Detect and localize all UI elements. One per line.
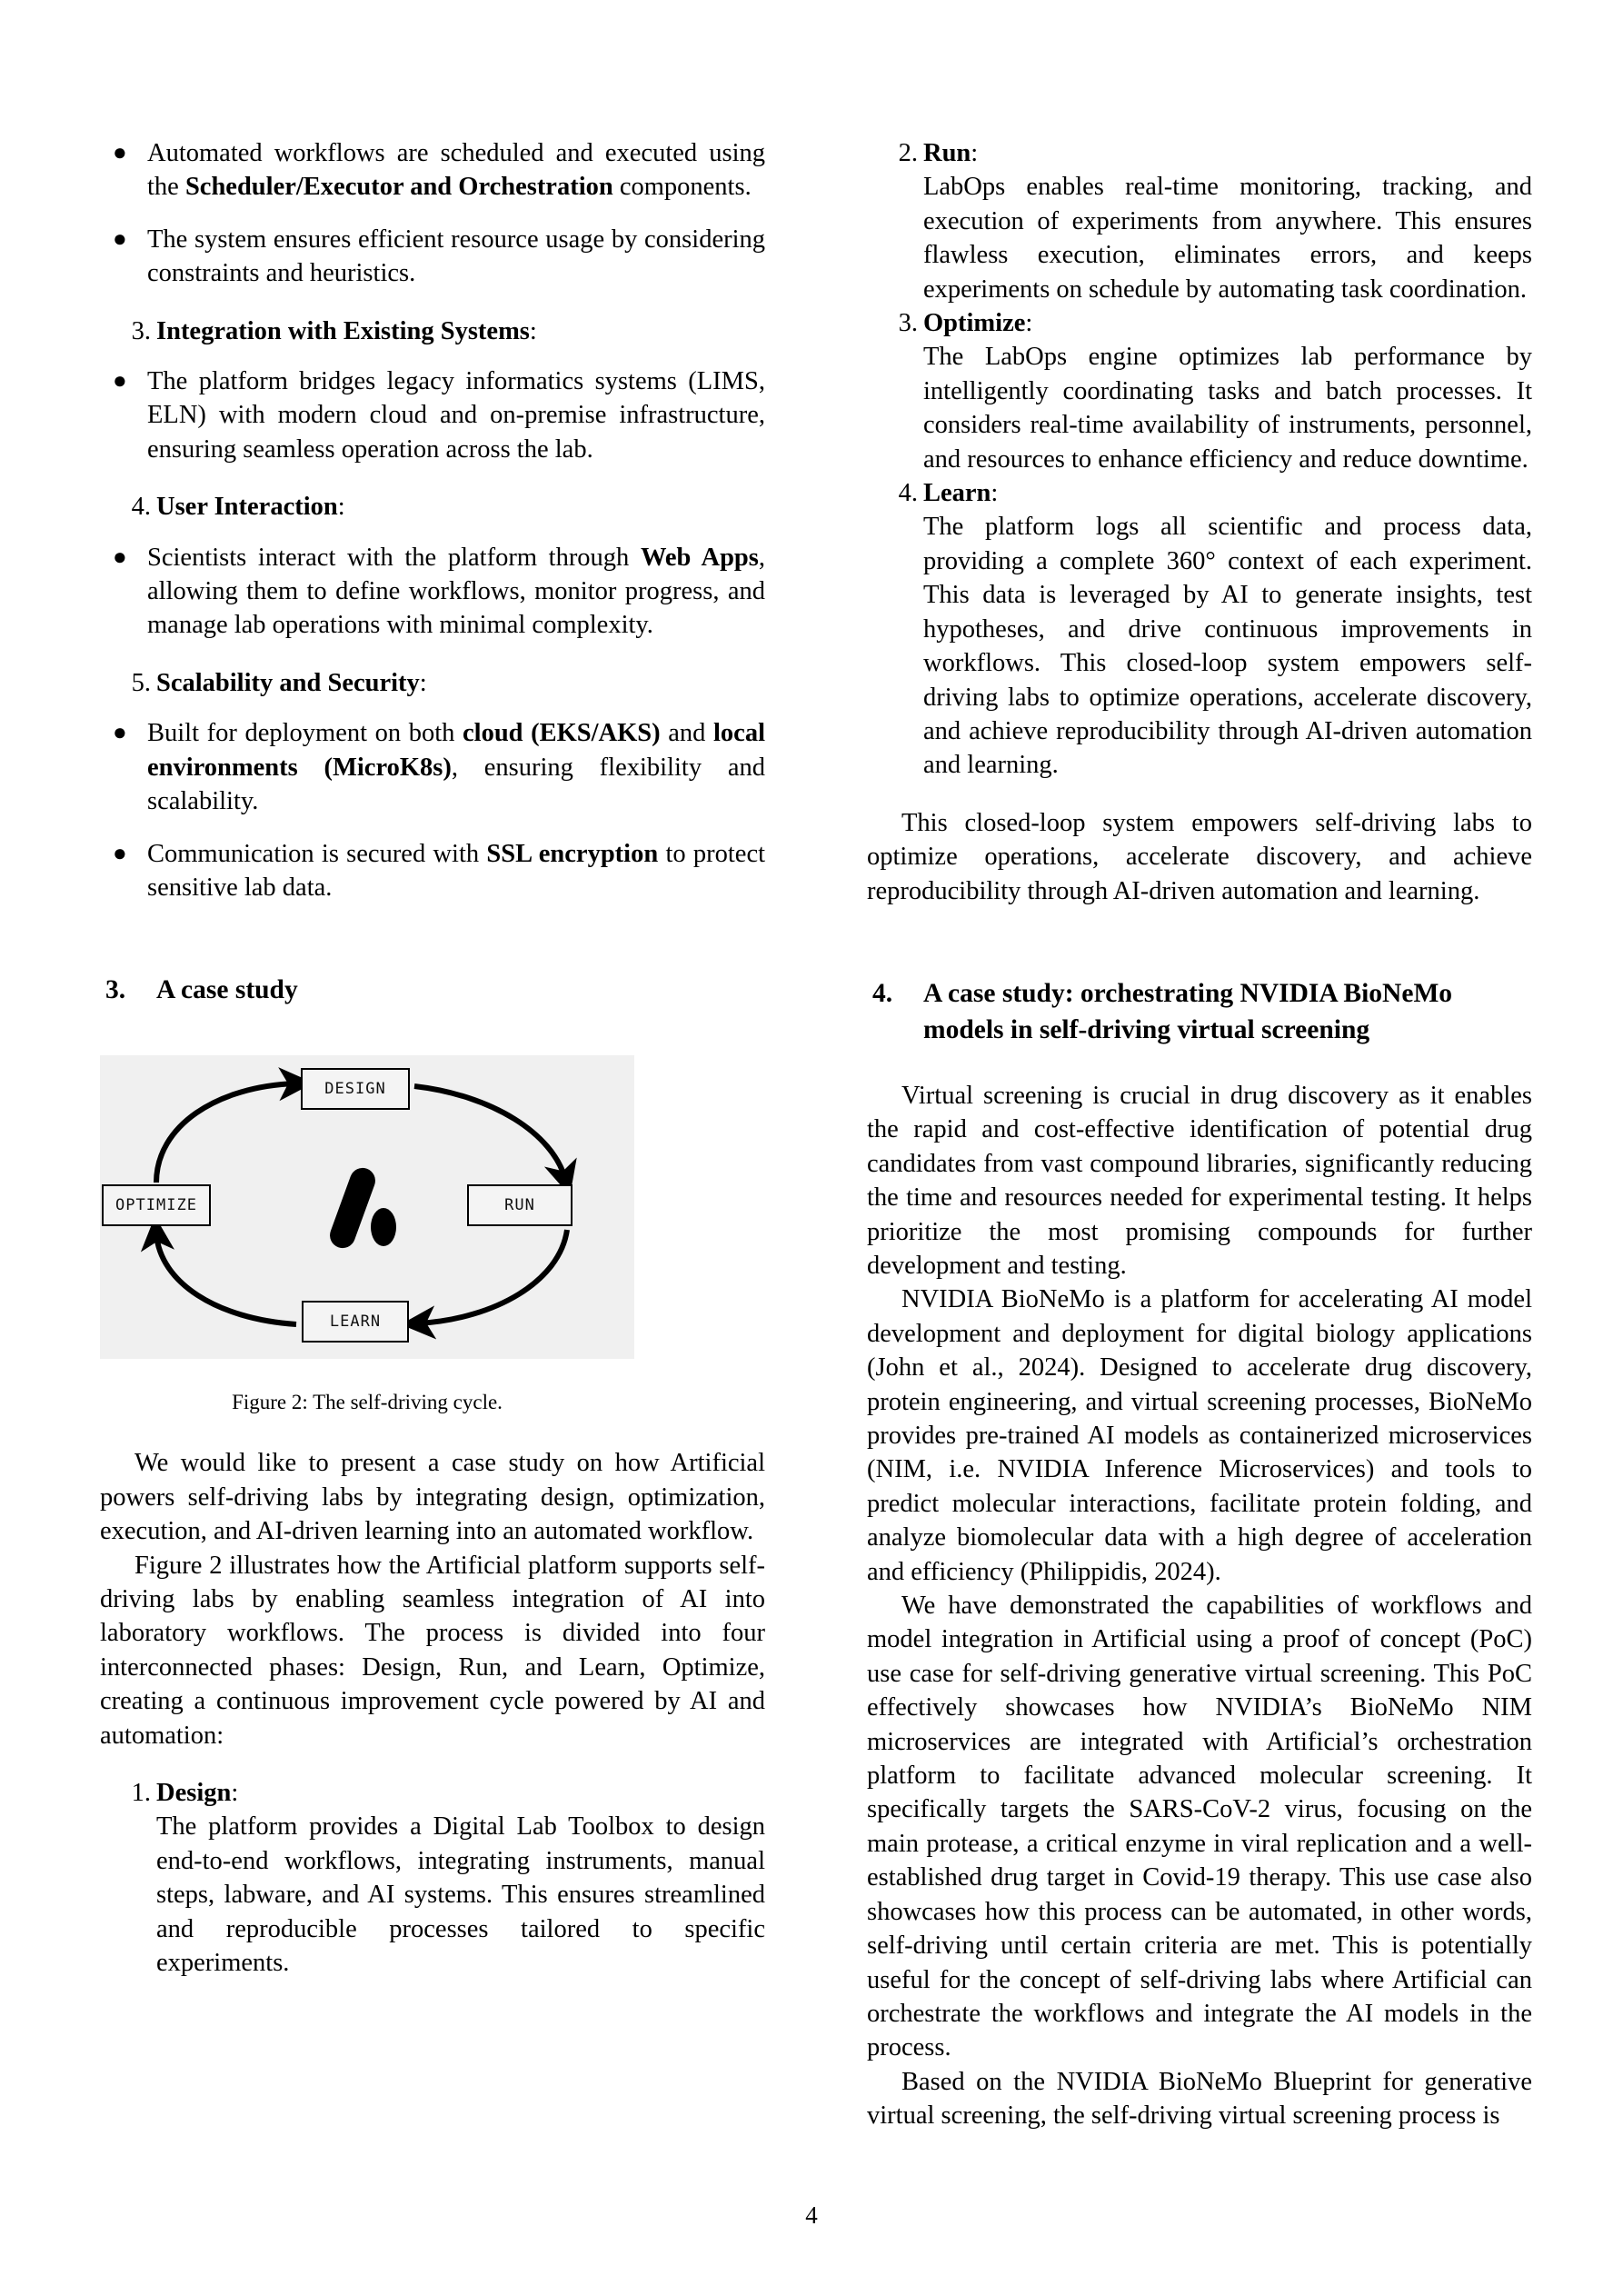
- list-item: [100, 490, 765, 524]
- paragraph-virtual-screening: Virtual screening is crucial in drug discovery as it enables the rapid and cost-effective identification of potential drug candidates from vast compound libraries, significantly reducing the time and resources needed for experimental testing. It helps prioritize the most promising compounds for further development and testing.: [867, 1081, 1532, 1280]
- list-item: [100, 364, 765, 466]
- figure-caption: Figure 2: The self-driving cycle.: [232, 1391, 503, 1414]
- cycle-node-label: OPTIMIZE: [115, 1196, 197, 1215]
- bullet-text: The system ensures efficient resource usage by considering constraints and heuristics.: [147, 225, 765, 288]
- item-body-text: The platform logs all scientific and process data, providing a complete 360° context of each experiment. This data is leveraged by AI to generate insights, test hypotheses, and drive continuous improvements in workflows. This closed-loop system empowers self-driving labs to optimize operations, accelerate discovery, and achieve reproducibility through AI-driven automation and learning.: [923, 513, 1532, 780]
- item-colon: :: [991, 479, 999, 508]
- item-body-text: LabOps enables real-time monitoring, tracking, and execution of experiments from anywhere. This ensures flawless execution, eliminates errors, and keeps experiments on schedule by automating task coordination.: [923, 173, 1532, 304]
- item-body-text: The platform provides a Digital Lab Toolbox to design end-to-end workflows, integrating instruments, manual steps, labware, and AI systems. This ensures streamlined and reproducible processes tailored to specific experiments.: [156, 1812, 765, 1977]
- cycle-node-label: DESIGN: [324, 1080, 386, 1099]
- list-item: [100, 1776, 765, 1980]
- bullet-dot-icon: ●: [113, 719, 127, 746]
- bullet-list-scalability: [100, 716, 765, 904]
- item-colon: :: [231, 1778, 239, 1807]
- bullet-text-post: , allowing them to define workflows, monitor progress, and manage lab operations with minimal complexity.: [147, 543, 766, 640]
- bullet-text-post: components.: [612, 173, 752, 202]
- item-number: 4.: [131, 493, 151, 522]
- bullet-dot-icon: ●: [113, 543, 127, 570]
- enumerated-list-item-3: [100, 314, 765, 348]
- bullet-text-pre: Automated workflows are scheduled and executed using the: [147, 139, 765, 202]
- item-heading: Learn: [923, 479, 991, 508]
- bullet-text-bold: Web Apps: [640, 543, 759, 572]
- section-number: 4.: [872, 978, 893, 1008]
- bullet-dot-icon: ●: [113, 225, 127, 252]
- item-heading: Run: [923, 139, 971, 167]
- cycle-node-design: [301, 1068, 410, 1110]
- arrow-learn-to-optimize: [156, 1233, 296, 1324]
- item-heading: Integration with Existing Systems: [156, 316, 530, 345]
- page-number: 4: [805, 2201, 818, 2229]
- item-heading: Design: [156, 1778, 232, 1807]
- bullet-dot-icon: ●: [113, 367, 127, 394]
- paragraph-poc-demo: We have demonstrated the capabilities of workflows and model integration in Artificial using a proof of concept (PoC) use case for self-driving generative virtual screening. This PoC effectively showcases how NVIDIA’s BioNeMo NIM microservices are integrated with Artificial’s orchestration platform to facilitate advanced molecular screening. It specifically targets the SARS-CoV-2 virus, focusing on the main protease, a critical enzyme in viral replication and a well-established drug target in Covid-19 therapy. This use case also showcases how this process can be automated, in other words, self-driving until certain criteria are met. This is potentially useful for the concept of self-driving labs where Artificial can orchestrate the workflows and integrate the AI models in the process.: [867, 1592, 1532, 2062]
- item-heading: Optimize: [923, 309, 1026, 338]
- enumerated-list-phases: [867, 136, 1532, 783]
- list-item: [100, 837, 765, 905]
- list-item: [100, 541, 765, 643]
- cycle-node-label: LEARN: [329, 1313, 382, 1332]
- bullet-text-pre: Communication is secured with: [147, 839, 487, 868]
- self-driving-cycle-diagram: [100, 1055, 634, 1359]
- list-item: [867, 136, 1532, 306]
- list-item: [100, 314, 765, 348]
- section-number: 3.: [105, 975, 126, 1005]
- arrow-design-to-run: [414, 1086, 565, 1179]
- item-body-text: The LabOps engine optimizes lab performance by intelligently coordinating tasks and batch processes. It considers real-time availability of instruments, personnel, and resources to enhance efficiency and reduce downtime.: [923, 343, 1532, 474]
- logo-dot-shape: [371, 1208, 396, 1246]
- logo-bar-shape: [326, 1164, 379, 1252]
- item-heading: User Interaction: [156, 493, 338, 522]
- item-number: 3.: [898, 309, 918, 338]
- cycle-node-learn: [302, 1301, 409, 1343]
- cycle-node-optimize: [102, 1184, 211, 1226]
- section-title: A case study: [156, 975, 298, 1005]
- item-colon: :: [1025, 309, 1033, 338]
- two-column-body: [100, 136, 1532, 2163]
- item-number: 1.: [131, 1778, 151, 1807]
- paragraph-blueprint: Based on the NVIDIA BioNeMo Blueprint for generative virtual screening, the self-driving virtual screening process is: [867, 2067, 1532, 2131]
- item-number: 4.: [898, 479, 918, 508]
- bullet-dot-icon: ●: [113, 139, 127, 165]
- figure-2: [100, 1055, 765, 1415]
- section-heading-3: [100, 972, 765, 1008]
- item-colon: :: [971, 139, 979, 167]
- list-item: [867, 476, 1532, 783]
- left-column: [100, 136, 765, 2163]
- list-item: [100, 666, 765, 700]
- paragraph-case-study-intro: We would like to present a case study on how Artificial powers self-driving labs by integrating design, optimization, execution, and AI-driven learning into an automated workflow.: [100, 1449, 765, 1546]
- section-heading-4: [867, 975, 1532, 1048]
- bullet-list-user-interaction: [100, 541, 765, 643]
- bullet-text-post: , ensuring flexibility and scalability.: [147, 753, 765, 816]
- item-colon: :: [529, 316, 537, 345]
- arrow-optimize-to-design: [156, 1083, 296, 1183]
- artificial-logo-icon: [334, 1164, 400, 1252]
- item-colon: :: [419, 668, 427, 697]
- list-item: [867, 306, 1532, 476]
- item-number: 5.: [131, 668, 151, 697]
- bullet-text-bold-ssl: SSL encryption: [486, 839, 659, 868]
- bullet-dot-icon: ●: [113, 839, 127, 866]
- arrow-run-to-learn: [418, 1230, 567, 1323]
- bullet-text-bold: Scheduler/Executor and Orchestration: [184, 173, 613, 202]
- list-item: [100, 716, 765, 818]
- bullet-text-mid: and: [660, 719, 714, 748]
- paragraph-closed-loop: This closed-loop system empowers self-driving labs to optimize operations, accelerate discovery, and achieve reproducibility through AI-driven automation and learning.: [867, 808, 1532, 905]
- list-item: [100, 136, 765, 205]
- bullet-text-pre: Scientists interact with the platform through: [147, 543, 641, 572]
- continued-bullet-list: [100, 136, 765, 291]
- cycle-node-run: [467, 1184, 573, 1226]
- bullet-text: The platform bridges legacy informatics systems (LIMS, ELN) with modern cloud and on-premise infrastructure, ensuring seamless operation across the lab.: [147, 367, 765, 464]
- enumerated-list-item-5: [100, 666, 765, 700]
- item-heading: Scalability and Security: [156, 668, 420, 697]
- bullet-text-post: to protect sensitive lab data.: [147, 839, 766, 902]
- enumerated-list-item-4: [100, 490, 765, 524]
- paragraph-bionemo-platform: NVIDIA BioNeMo is a platform for accelerating AI model development and deployment for digital biology applications (John et al., 2024). Designed to accelerate drug discovery, protein engineering, and virtual screening processes, BioNeMo provides pre-trained AI models as containerized microservices (NIM, i.e. NVIDIA Inference Microservices) and tools to predict molecular interactions, facilitate protein folding, and analyze biomolecular data with a high degree of acceleration and efficiency (Philippidis, 2024).: [867, 1285, 1532, 1586]
- bullet-text-bold-cloud: cloud (EKS/AKS): [463, 719, 661, 748]
- bullet-text-bold-local: local environments (MicroK8s): [147, 719, 766, 782]
- enumerated-list-item-1-design: [100, 1776, 765, 1980]
- item-colon: :: [337, 493, 345, 522]
- bullet-list-integration: [100, 364, 765, 466]
- section-title: A case study: orchestrating NVIDIA BioNeMo models in self-driving virtual screening: [923, 978, 1453, 1044]
- list-item: [100, 223, 765, 291]
- item-number: 3.: [131, 316, 151, 345]
- bullet-text-pre: Built for deployment on both: [147, 719, 463, 748]
- item-number: 2.: [898, 139, 918, 167]
- paragraph-figure-description: Figure 2 illustrates how the Artificial platform supports self-driving labs by enabling seamless integration of AI into laboratory workflows. The process is divided into four interconnected phases: Design, Run, and Learn, Optimize, creating a continuous improvement cycle powered by AI and automation:: [100, 1551, 765, 1750]
- cycle-node-label: RUN: [504, 1196, 535, 1215]
- right-column: [867, 136, 1532, 2163]
